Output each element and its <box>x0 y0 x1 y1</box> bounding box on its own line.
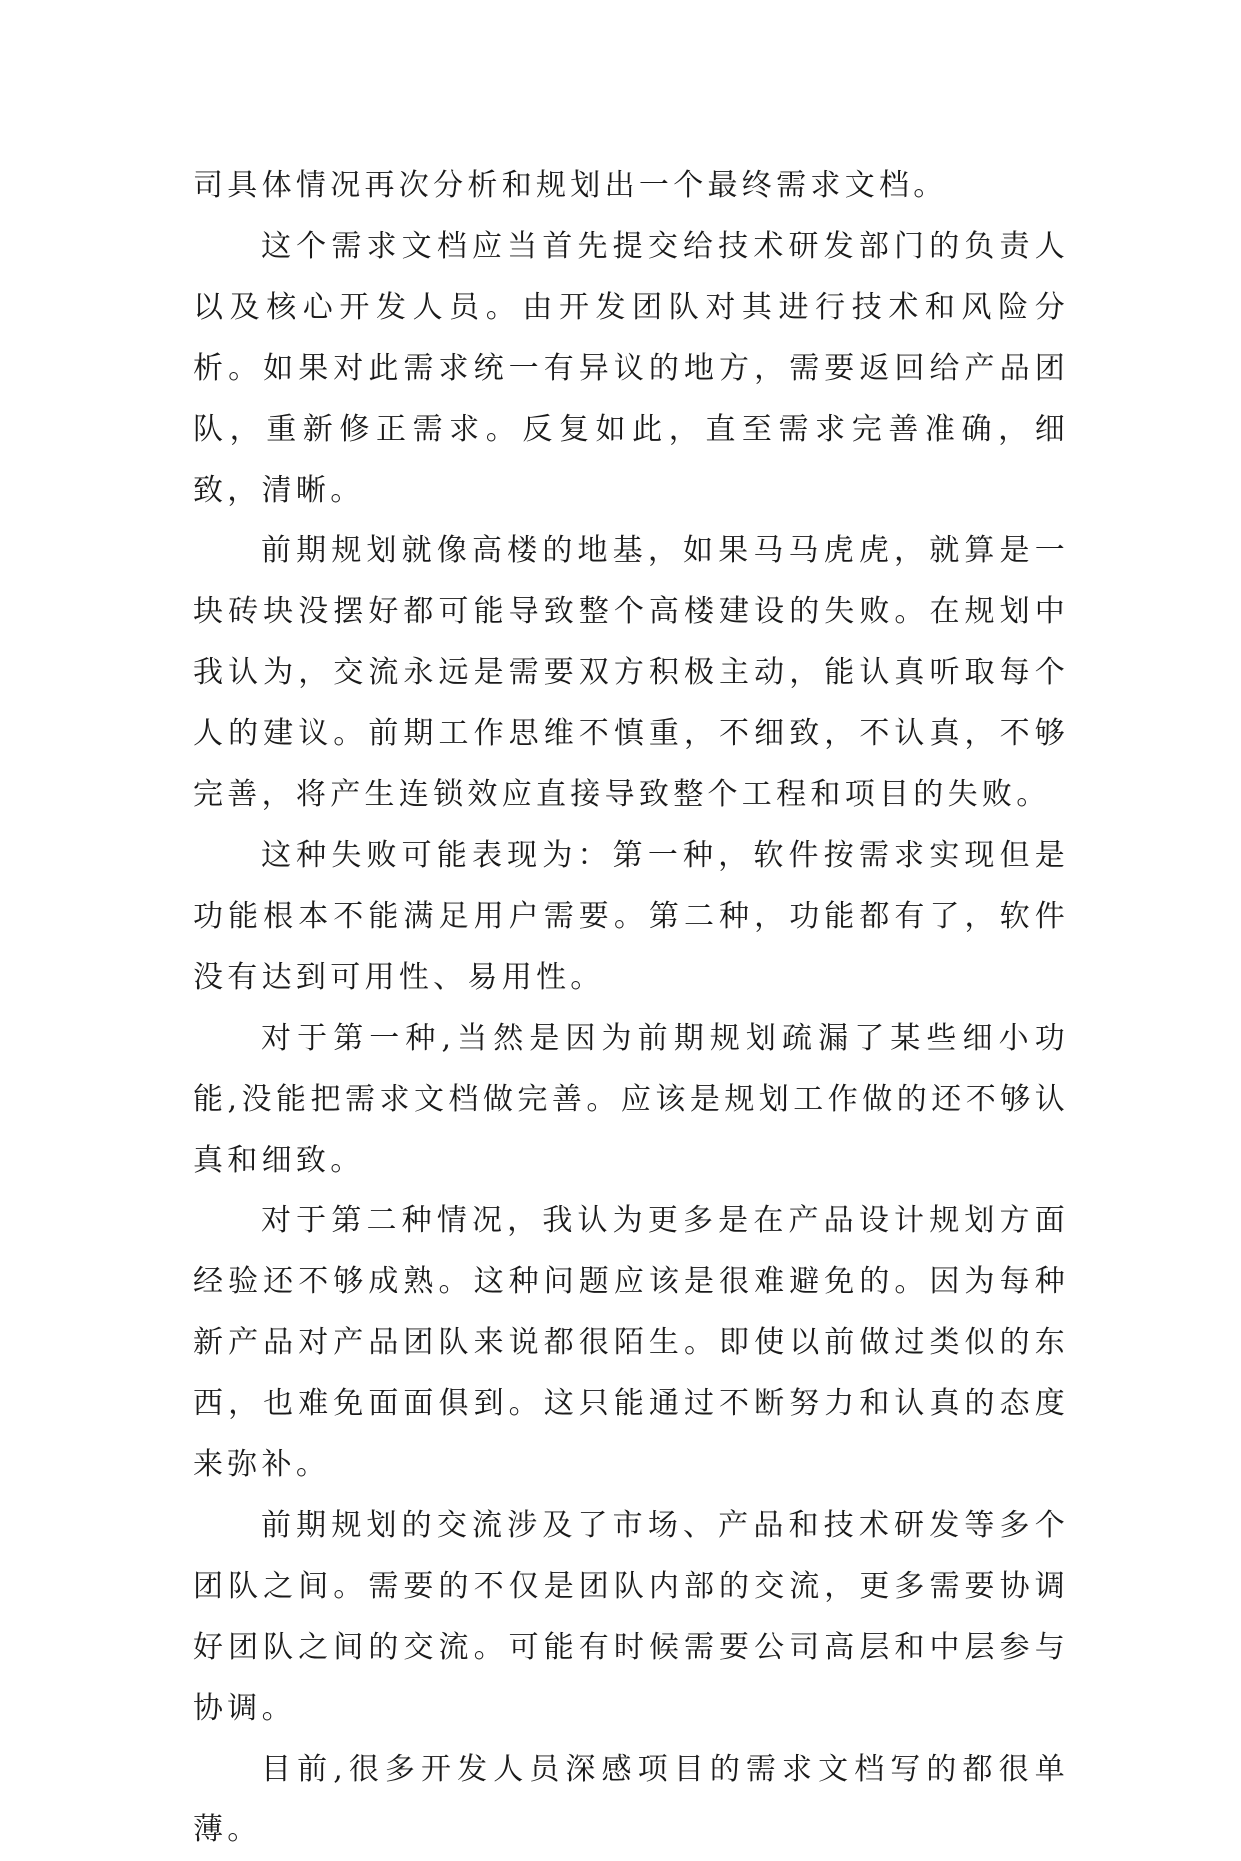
paragraph-requirements-review: 这个需求文档应当首先提交给技术研发部门的负责人以及核心开发人员。由开发团队对其进行技术和风险分析。如果对此需求统一有异议的地方，需要返回给产品团队，重新修正需求。反复如此，直至需求完善准确，细致，清晰。 <box>193 228 1069 508</box>
paragraph-failure-types: 这种失败可能表现为：第一种，软件按需求实现但是功能根本不能满足用户需要。第二种，功能都有了，软件没有达到可用性、易用性。 <box>193 837 1069 995</box>
paragraph-second-type: 对于第二种情况，我认为更多是在产品设计规划方面经验还不够成熟。这种问题应该是很难避免的。因为每种新产品对产品团队来说都很陌生。即使以前做过类似的东西，也难免面面俱到。这只能通过不断努力和认真的态度来弥补。 <box>193 1203 1069 1483</box>
paragraph-first-type: 对于第一种,当然是因为前期规划疏漏了某些细小功能,没能把需求文档做完善。应该是规划工作做的还不够认真和细致。 <box>193 1020 1069 1178</box>
paragraph-early-planning: 前期规划就像高楼的地基，如果马马虎虎，就算是一块砖块没摆好都可能导致整个高楼建设的失败。在规划中我认为，交流永远是需要双方积极主动，能认真听取每个人的建议。前期工作思维不慎重，不细致，不认真，不够完善，将产生连锁效应直接导致整个工程和项目的失败。 <box>193 533 1069 813</box>
document-body <box>193 156 1069 1861</box>
paragraph-current-state: 目前,很多开发人员深感项目的需求文档写的都很单薄。 <box>193 1751 1069 1848</box>
paragraph-team-communication: 前期规划的交流涉及了市场、产品和技术研发等多个团队之间。需要的不仅是团队内部的交流，更多需要协调好团队之间的交流。可能有时候需要公司高层和中层参与协调。 <box>193 1507 1069 1726</box>
paragraph-continuation: 司具体情况再次分析和规划出一个最终需求文档。 <box>193 168 948 203</box>
